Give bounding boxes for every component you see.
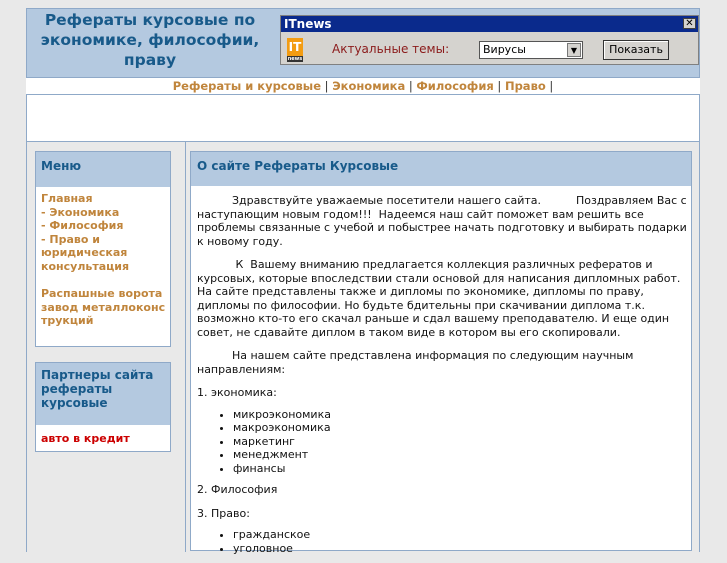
list-item: • макроэкономика: [233, 421, 687, 435]
nav-economics[interactable]: Экономика: [332, 79, 406, 93]
partners-box: [35, 362, 171, 452]
site-title: Рефераты курсовые по экономике, философии, праву: [40, 11, 260, 69]
menu-box: [35, 151, 171, 347]
menu-item-law[interactable]: - Право и юридическая консультация: [41, 232, 130, 273]
show-button[interactable]: Показать: [603, 40, 669, 60]
banner-area: [26, 94, 700, 142]
directions-paragraph: На нашем сайте представлена информация по следующим научным направлениям:: [197, 349, 637, 376]
topics-label: Актуальные темы:: [332, 42, 450, 56]
content-body: [197, 194, 691, 563]
nav-separator: |: [549, 79, 554, 93]
partner-link[interactable]: авто в кредит: [41, 432, 130, 445]
nav-law[interactable]: Право: [504, 79, 546, 93]
content-box: [190, 151, 692, 555]
close-icon[interactable]: ✕: [683, 18, 696, 29]
section-economics: 1. экономика:: [197, 386, 277, 399]
law-list: [197, 528, 687, 555]
list-item: • микроэкономика: [233, 408, 687, 422]
nav-separator: |: [324, 79, 329, 93]
list-item: • финансы: [233, 462, 687, 476]
list-item: • уголовное: [233, 542, 687, 556]
intro-paragraph: Здравствуйте уважаемые посетители нашего сайта. Поздравляем Вас с наступающим новым годом!!! Надеемся наш сайт поможет вам решить все проблемы связанные с учебой и побыстрее начать подготовку и выбирать подарки к новому году.: [197, 194, 691, 248]
menu-spacer: [41, 273, 169, 287]
topics-select[interactable]: [479, 41, 583, 59]
economics-list: [197, 408, 687, 476]
top-nav: [26, 78, 700, 94]
list-item: • менеджмент: [233, 448, 687, 462]
menu-item-philosophy[interactable]: - Философия: [41, 219, 124, 232]
nav-separator: |: [408, 79, 413, 93]
section-philosophy: 2. Философия: [197, 483, 278, 496]
itnews-title-bar: ITnews: [281, 16, 698, 32]
nav-referaty[interactable]: Рефераты и курсовые: [172, 79, 322, 93]
section-law: 3. Право:: [197, 506, 250, 520]
itnews-logo: [287, 38, 303, 62]
nav-philosophy[interactable]: Философия: [416, 79, 494, 93]
menu-item-economics[interactable]: - Экономика: [41, 205, 120, 219]
menu-item-home[interactable]: Главная: [41, 192, 93, 205]
itnews-widget: [280, 15, 699, 65]
partners-title: Партнеры сайта рефераты курсовые: [36, 363, 170, 425]
itnews-logo-sub: news: [287, 56, 303, 62]
menu-item-gates[interactable]: Распашные ворота завод металлоконструкций: [41, 287, 166, 327]
menu-list: [41, 192, 169, 328]
list-item: • гражданское: [233, 528, 687, 542]
content-title: О сайте Рефераты Курсовые: [191, 152, 691, 186]
itnews-logo-text: IT: [288, 40, 302, 54]
list-item: • маркетинг: [233, 435, 687, 449]
topics-selected-value: Вирусы: [483, 43, 526, 56]
menu-title: Меню: [36, 152, 170, 187]
collection-paragraph: К Вашему вниманию предлагается коллекция различных рефератов и курсовых, которые впоследствии стали основой для написания дипломных работ. На сайте представлены также и дипломы по экономике, дипломы по праву, дипломы по философии. Но будьте бдительны при скачивании диплома т.к. возможно кто-то его скачал раньше и сдал вашему преподавателю. И еще один совет, не сдавайте диплом в таком виде в котором вы его скопировали.: [197, 258, 684, 339]
chevron-down-icon[interactable]: ▼: [567, 43, 581, 57]
nav-separator: |: [497, 79, 502, 93]
